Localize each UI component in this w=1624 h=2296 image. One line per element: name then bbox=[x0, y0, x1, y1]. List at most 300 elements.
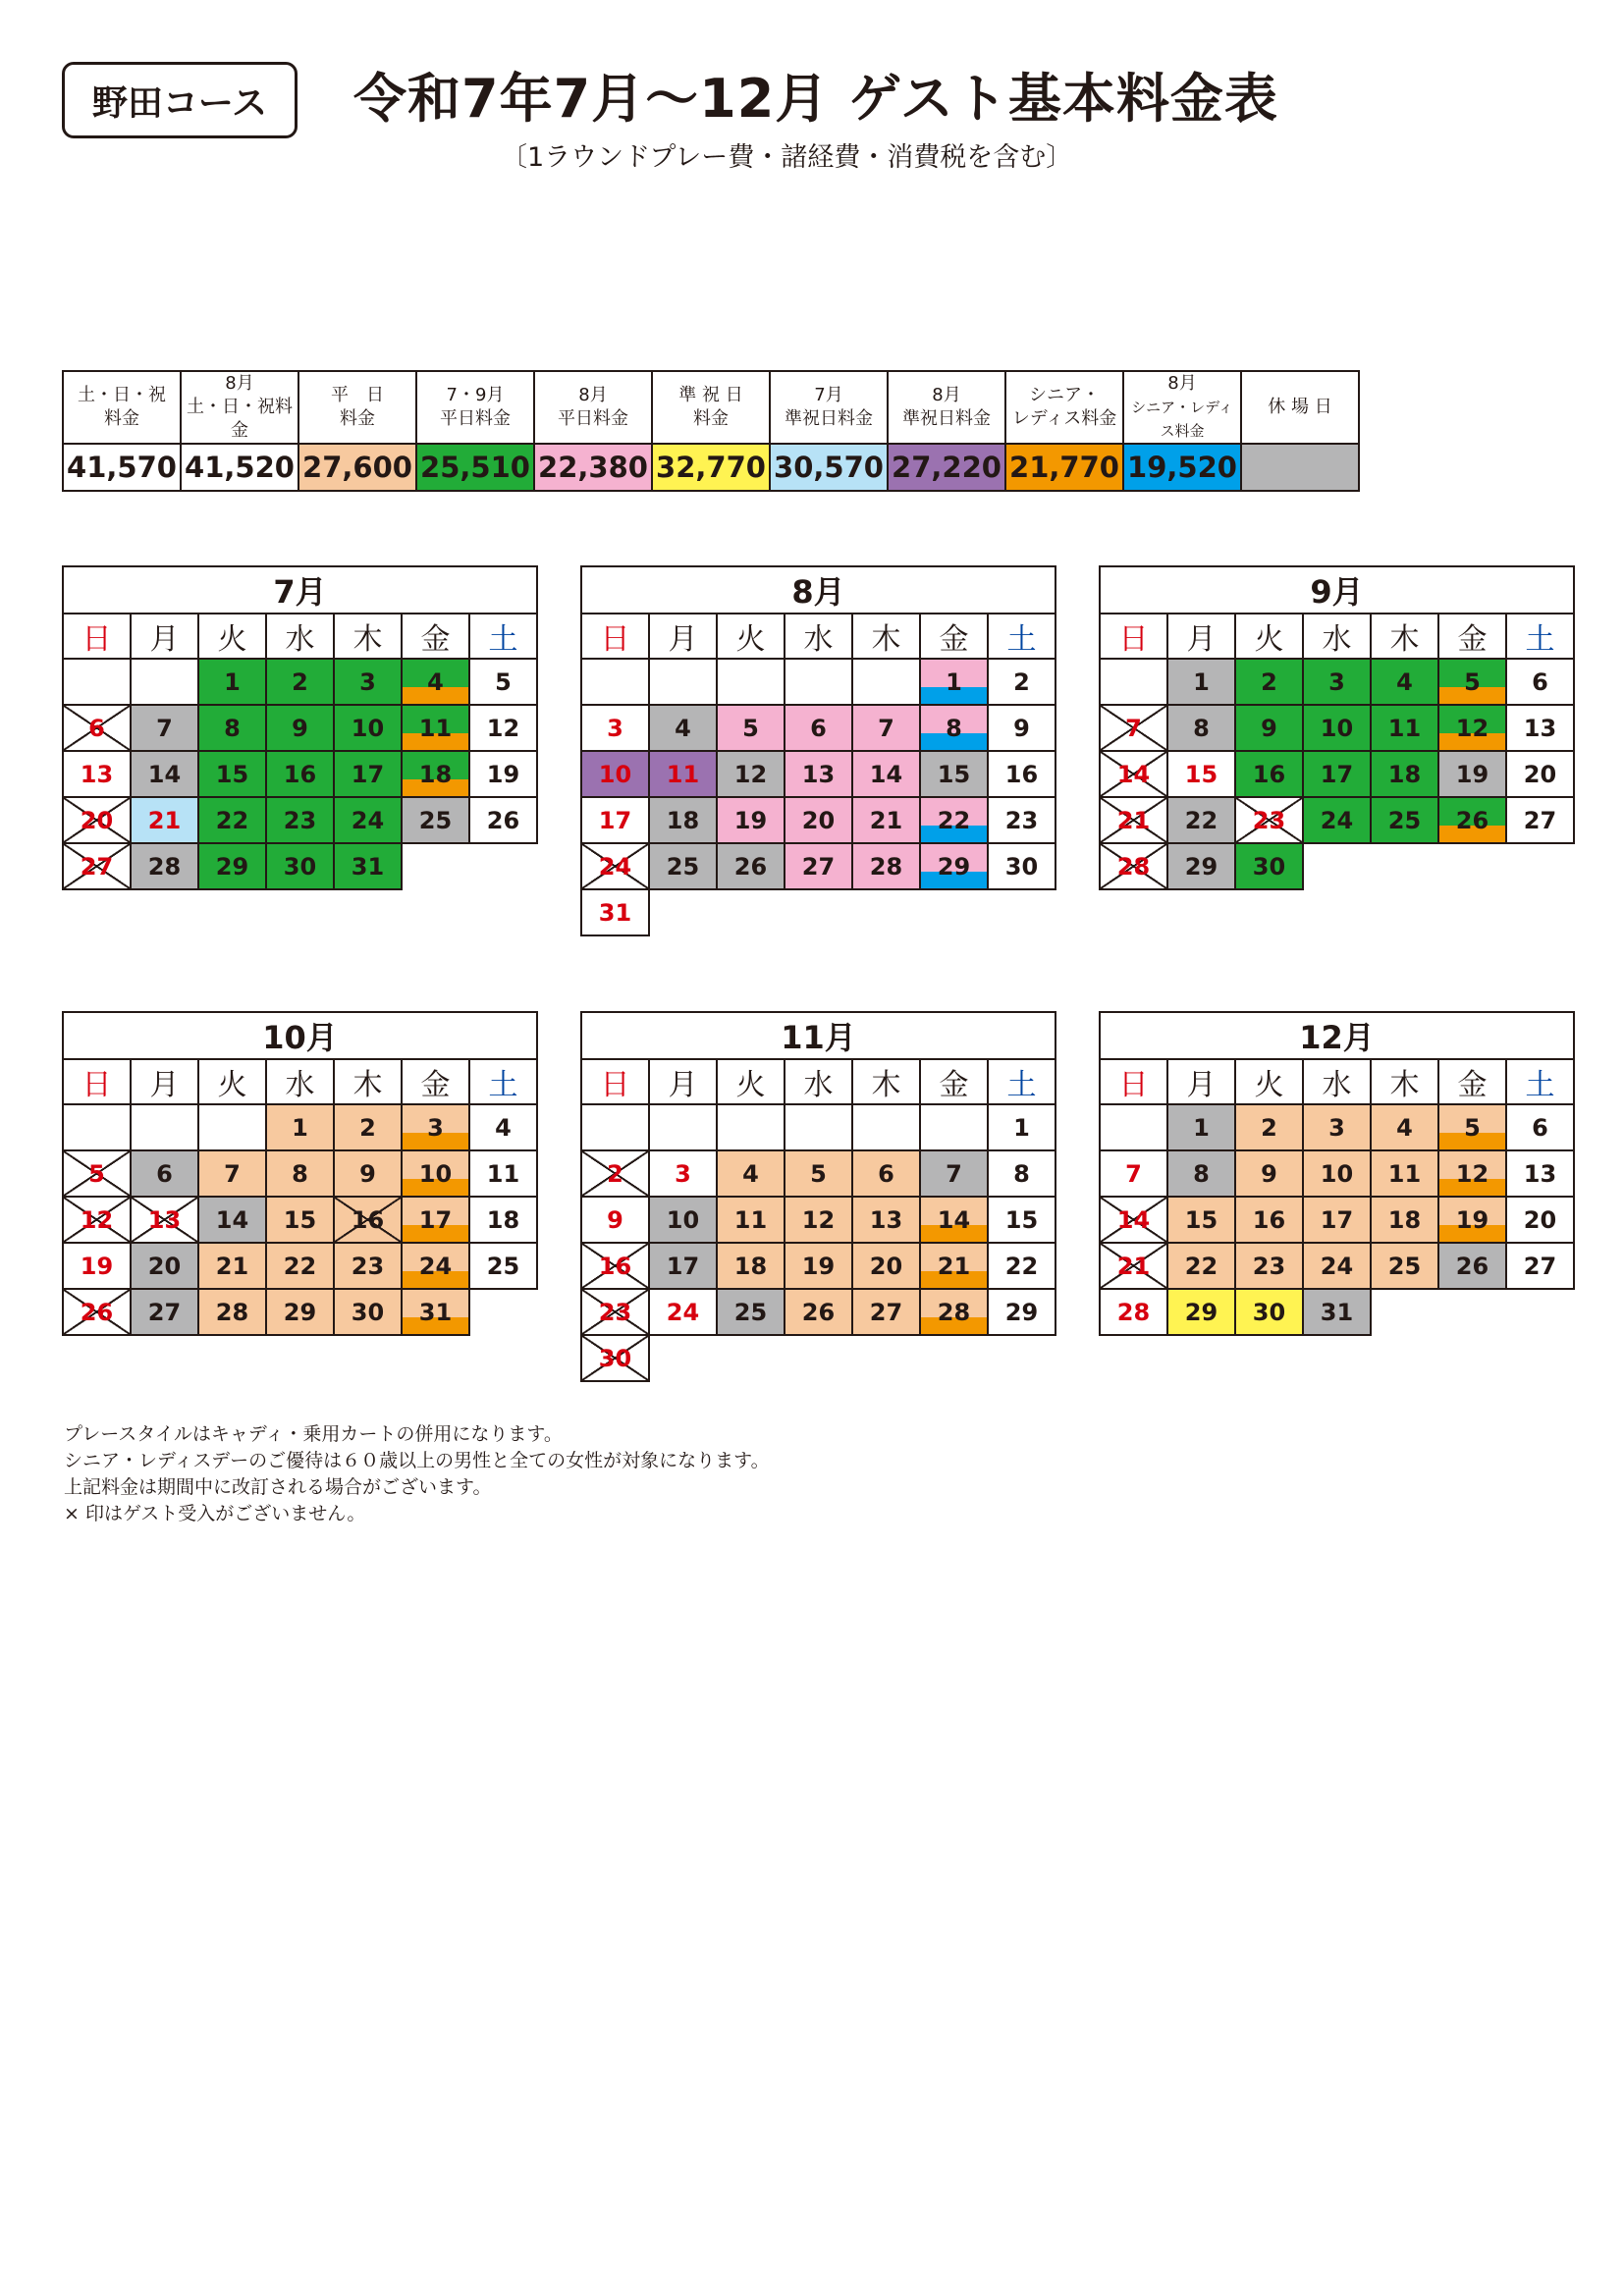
day-cell: 8 bbox=[1167, 705, 1235, 751]
empty-slot bbox=[402, 843, 469, 889]
day-cell: 13 bbox=[852, 1197, 920, 1243]
day-cell: 30 bbox=[334, 1289, 402, 1335]
day-cell: 2 bbox=[1235, 1104, 1303, 1150]
page-title: 令和7年7月～12月 ゲスト基本料金表 bbox=[353, 68, 1278, 130]
price-header-line2: シニア・レディス料金 bbox=[1131, 399, 1233, 440]
blank-day bbox=[649, 1104, 717, 1150]
day-cell: 28 bbox=[198, 1289, 266, 1335]
month-title: 10月 bbox=[63, 1012, 537, 1059]
day-cell: 18 bbox=[649, 797, 717, 843]
day-cell: 11 bbox=[1371, 705, 1438, 751]
price-header-line1: 8月 bbox=[932, 385, 961, 405]
price-header-cell bbox=[1005, 371, 1123, 444]
blank-day bbox=[581, 659, 649, 705]
price-header-cell bbox=[1241, 371, 1359, 444]
price-header-line2: 平日料金 bbox=[558, 408, 628, 429]
weekday-header: 火 bbox=[717, 614, 785, 659]
weekday-header: 土 bbox=[1506, 1059, 1574, 1104]
day-cell: 19 bbox=[785, 1243, 852, 1289]
day-cell: 10 bbox=[334, 705, 402, 751]
day-cell: 27 bbox=[131, 1289, 198, 1335]
day-cell: 24 bbox=[649, 1289, 717, 1335]
price-header-line1: シニア・ bbox=[1029, 385, 1100, 405]
day-cell: 23 bbox=[1235, 1243, 1303, 1289]
day-cell: 30 bbox=[1235, 843, 1303, 889]
weekday-header: 日 bbox=[63, 614, 131, 659]
day-cell: 2 bbox=[581, 1150, 649, 1197]
weekday-header: 日 bbox=[1100, 1059, 1167, 1104]
day-cell: 31 bbox=[581, 889, 649, 935]
day-cell: 4 bbox=[1371, 659, 1438, 705]
day-cell: 29 bbox=[988, 1289, 1056, 1335]
day-cell: 30 bbox=[266, 843, 334, 889]
calendar-month bbox=[62, 1011, 538, 1336]
month-title: 8月 bbox=[581, 566, 1056, 614]
day-cell: 9 bbox=[266, 705, 334, 751]
weekday-header: 火 bbox=[198, 1059, 266, 1104]
blank-day bbox=[785, 659, 852, 705]
day-cell: 8 bbox=[988, 1150, 1056, 1197]
weekday-header: 木 bbox=[852, 1059, 920, 1104]
day-cell: 6 bbox=[1506, 1104, 1574, 1150]
price-header-cell bbox=[888, 371, 1005, 444]
calendar-month bbox=[580, 565, 1056, 936]
day-cell: 29 bbox=[198, 843, 266, 889]
weekday-header: 水 bbox=[266, 1059, 334, 1104]
weekday-header: 月 bbox=[649, 1059, 717, 1104]
blank-day bbox=[131, 1104, 198, 1150]
price-header-cell bbox=[298, 371, 416, 444]
empty-slot bbox=[1438, 843, 1506, 889]
day-cell: 2 bbox=[1235, 659, 1303, 705]
price-header-line1: 8月 bbox=[578, 385, 608, 405]
weekday-header: 日 bbox=[581, 614, 649, 659]
day-cell: 22 bbox=[920, 797, 988, 843]
day-cell: 16 bbox=[1235, 1197, 1303, 1243]
weekday-header: 木 bbox=[852, 614, 920, 659]
weekday-header: 火 bbox=[198, 614, 266, 659]
day-cell: 13 bbox=[63, 751, 131, 797]
day-cell: 21 bbox=[131, 797, 198, 843]
blank-day bbox=[63, 1104, 131, 1150]
day-cell: 1 bbox=[920, 659, 988, 705]
empty-slot bbox=[1438, 1289, 1506, 1335]
day-cell: 20 bbox=[1506, 1197, 1574, 1243]
blank-day bbox=[131, 659, 198, 705]
day-cell: 29 bbox=[1167, 1289, 1235, 1335]
note-line: 上記料金は期間中に改訂される場合がございます。 bbox=[64, 1476, 492, 1498]
day-cell: 12 bbox=[63, 1197, 131, 1243]
day-cell: 23 bbox=[988, 797, 1056, 843]
price-header-line2: 料金 bbox=[340, 408, 375, 429]
price-header-line1: 8月 bbox=[225, 373, 254, 394]
day-cell: 22 bbox=[266, 1243, 334, 1289]
weekday-header: 金 bbox=[920, 614, 988, 659]
empty-slot bbox=[1506, 1289, 1574, 1335]
weekday-header: 月 bbox=[131, 614, 198, 659]
day-cell: 17 bbox=[402, 1197, 469, 1243]
calendar-month bbox=[1099, 565, 1575, 890]
day-cell: 19 bbox=[717, 797, 785, 843]
day-cell: 17 bbox=[581, 797, 649, 843]
weekday-header: 水 bbox=[785, 1059, 852, 1104]
day-cell: 3 bbox=[334, 659, 402, 705]
price-header-line2: 平日料金 bbox=[440, 408, 511, 429]
day-cell: 7 bbox=[920, 1150, 988, 1197]
price-header-cell bbox=[534, 371, 652, 444]
price-header-line1: 7・9月 bbox=[446, 385, 505, 405]
day-cell: 11 bbox=[717, 1197, 785, 1243]
day-cell: 25 bbox=[1371, 797, 1438, 843]
day-cell: 3 bbox=[1303, 659, 1371, 705]
weekday-header: 木 bbox=[334, 614, 402, 659]
day-cell: 10 bbox=[581, 751, 649, 797]
day-cell: 28 bbox=[1100, 1289, 1167, 1335]
day-cell: 18 bbox=[402, 751, 469, 797]
day-cell: 6 bbox=[785, 705, 852, 751]
weekday-header: 水 bbox=[1303, 1059, 1371, 1104]
day-cell: 5 bbox=[785, 1150, 852, 1197]
day-cell: 26 bbox=[1438, 1243, 1506, 1289]
empty-slot bbox=[717, 1335, 785, 1381]
day-cell: 6 bbox=[852, 1150, 920, 1197]
weekday-header: 月 bbox=[649, 614, 717, 659]
empty-slot bbox=[1506, 843, 1574, 889]
day-cell: 3 bbox=[1303, 1104, 1371, 1150]
day-cell: 9 bbox=[1235, 1150, 1303, 1197]
calendar-month bbox=[62, 565, 538, 890]
day-cell: 2 bbox=[266, 659, 334, 705]
blank-day bbox=[581, 1104, 649, 1150]
weekday-header: 火 bbox=[1235, 614, 1303, 659]
day-cell: 20 bbox=[131, 1243, 198, 1289]
price-header-line2: 土・日・祝料金 bbox=[187, 397, 293, 441]
day-cell: 16 bbox=[988, 751, 1056, 797]
price-table bbox=[62, 370, 1360, 492]
day-cell: 1 bbox=[1167, 1104, 1235, 1150]
day-cell: 4 bbox=[402, 659, 469, 705]
day-cell: 24 bbox=[1303, 797, 1371, 843]
day-cell: 10 bbox=[402, 1150, 469, 1197]
blank-day bbox=[920, 1104, 988, 1150]
day-cell: 14 bbox=[1100, 1197, 1167, 1243]
price-value: 27,220 bbox=[888, 444, 1005, 491]
day-cell: 31 bbox=[402, 1289, 469, 1335]
day-cell: 25 bbox=[1371, 1243, 1438, 1289]
price-header-line1: 準 祝 日 bbox=[678, 385, 743, 405]
day-cell: 10 bbox=[1303, 705, 1371, 751]
month-title: 9月 bbox=[1100, 566, 1574, 614]
weekday-header: 水 bbox=[266, 614, 334, 659]
day-cell: 30 bbox=[988, 843, 1056, 889]
day-cell: 17 bbox=[334, 751, 402, 797]
day-cell: 6 bbox=[1506, 659, 1574, 705]
day-cell: 9 bbox=[334, 1150, 402, 1197]
day-cell: 11 bbox=[649, 751, 717, 797]
blank-day bbox=[852, 659, 920, 705]
price-value bbox=[1241, 444, 1359, 491]
day-cell: 7 bbox=[1100, 705, 1167, 751]
day-cell: 25 bbox=[649, 843, 717, 889]
day-cell: 21 bbox=[1100, 797, 1167, 843]
day-cell: 1 bbox=[266, 1104, 334, 1150]
day-cell: 21 bbox=[920, 1243, 988, 1289]
day-cell: 15 bbox=[266, 1197, 334, 1243]
price-value: 27,600 bbox=[298, 444, 416, 491]
day-cell: 20 bbox=[852, 1243, 920, 1289]
day-cell: 15 bbox=[1167, 1197, 1235, 1243]
day-cell: 25 bbox=[469, 1243, 537, 1289]
blank-day bbox=[852, 1104, 920, 1150]
day-cell: 26 bbox=[785, 1289, 852, 1335]
day-cell: 10 bbox=[1303, 1150, 1371, 1197]
note-line: シニア・レディスデーのご優待は６０歳以上の男性と全ての女性が対象になります。 bbox=[64, 1450, 770, 1471]
month-title: 11月 bbox=[581, 1012, 1056, 1059]
weekday-header: 月 bbox=[131, 1059, 198, 1104]
price-header-cell bbox=[770, 371, 888, 444]
weekday-header: 金 bbox=[402, 614, 469, 659]
day-cell: 19 bbox=[1438, 751, 1506, 797]
day-cell: 10 bbox=[649, 1197, 717, 1243]
price-value: 21,770 bbox=[1005, 444, 1123, 491]
day-cell: 23 bbox=[1235, 797, 1303, 843]
day-cell: 29 bbox=[920, 843, 988, 889]
weekday-header: 日 bbox=[581, 1059, 649, 1104]
blank-day bbox=[717, 1104, 785, 1150]
calendar-month bbox=[580, 1011, 1056, 1382]
day-cell: 13 bbox=[785, 751, 852, 797]
weekday-header: 木 bbox=[1371, 614, 1438, 659]
day-cell: 31 bbox=[334, 843, 402, 889]
day-cell: 8 bbox=[1167, 1150, 1235, 1197]
day-cell: 12 bbox=[717, 751, 785, 797]
day-cell: 24 bbox=[1303, 1243, 1371, 1289]
price-header-line1: 土・日・祝 bbox=[78, 385, 166, 405]
empty-slot bbox=[1303, 843, 1371, 889]
day-cell: 7 bbox=[1100, 1150, 1167, 1197]
price-header-line1: 平 日 bbox=[331, 385, 384, 405]
day-cell: 15 bbox=[988, 1197, 1056, 1243]
day-cell: 16 bbox=[266, 751, 334, 797]
day-cell: 16 bbox=[334, 1197, 402, 1243]
price-value: 19,520 bbox=[1123, 444, 1241, 491]
day-cell: 14 bbox=[920, 1197, 988, 1243]
weekday-header: 土 bbox=[469, 1059, 537, 1104]
empty-slot bbox=[988, 889, 1056, 935]
day-cell: 22 bbox=[1167, 797, 1235, 843]
weekday-header: 土 bbox=[469, 614, 537, 659]
day-cell: 25 bbox=[402, 797, 469, 843]
blank-day bbox=[1100, 659, 1167, 705]
day-cell: 13 bbox=[1506, 1150, 1574, 1197]
day-cell: 26 bbox=[63, 1289, 131, 1335]
empty-slot bbox=[852, 1335, 920, 1381]
empty-slot bbox=[1371, 843, 1438, 889]
day-cell: 8 bbox=[198, 705, 266, 751]
day-cell: 18 bbox=[1371, 1197, 1438, 1243]
weekday-header: 火 bbox=[717, 1059, 785, 1104]
day-cell: 5 bbox=[717, 705, 785, 751]
empty-slot bbox=[649, 889, 717, 935]
day-cell: 25 bbox=[717, 1289, 785, 1335]
blank-day bbox=[63, 659, 131, 705]
day-cell: 18 bbox=[717, 1243, 785, 1289]
day-cell: 28 bbox=[852, 843, 920, 889]
day-cell: 16 bbox=[1235, 751, 1303, 797]
price-header-line2: 準祝日料金 bbox=[785, 408, 873, 429]
weekday-header: 土 bbox=[988, 1059, 1056, 1104]
weekday-header: 金 bbox=[1438, 1059, 1506, 1104]
note-line: × 印はゲスト受入がございません。 bbox=[64, 1503, 366, 1524]
day-cell: 22 bbox=[198, 797, 266, 843]
day-cell: 4 bbox=[649, 705, 717, 751]
day-cell: 12 bbox=[1438, 705, 1506, 751]
note-line: プレースタイルはキャディ・乗用カートの併用になります。 bbox=[64, 1423, 563, 1445]
day-cell: 28 bbox=[920, 1289, 988, 1335]
day-cell: 9 bbox=[988, 705, 1056, 751]
day-cell: 24 bbox=[334, 797, 402, 843]
month-title: 7月 bbox=[63, 566, 537, 614]
day-cell: 7 bbox=[198, 1150, 266, 1197]
day-cell: 18 bbox=[469, 1197, 537, 1243]
day-cell: 26 bbox=[717, 843, 785, 889]
weekday-header: 火 bbox=[1235, 1059, 1303, 1104]
day-cell: 3 bbox=[402, 1104, 469, 1150]
blank-day bbox=[785, 1104, 852, 1150]
day-cell: 9 bbox=[1235, 705, 1303, 751]
day-cell: 8 bbox=[266, 1150, 334, 1197]
day-cell: 12 bbox=[1438, 1150, 1506, 1197]
price-header-line1: 7月 bbox=[814, 385, 843, 405]
day-cell: 14 bbox=[852, 751, 920, 797]
day-cell: 17 bbox=[1303, 1197, 1371, 1243]
weekday-header: 水 bbox=[785, 614, 852, 659]
day-cell: 15 bbox=[198, 751, 266, 797]
month-title: 12月 bbox=[1100, 1012, 1574, 1059]
day-cell: 29 bbox=[266, 1289, 334, 1335]
day-cell: 27 bbox=[63, 843, 131, 889]
blank-day bbox=[649, 659, 717, 705]
day-cell: 2 bbox=[334, 1104, 402, 1150]
weekday-header: 木 bbox=[334, 1059, 402, 1104]
day-cell: 17 bbox=[649, 1243, 717, 1289]
empty-slot bbox=[785, 1335, 852, 1381]
day-cell: 31 bbox=[1303, 1289, 1371, 1335]
day-cell: 22 bbox=[988, 1243, 1056, 1289]
day-cell: 22 bbox=[1167, 1243, 1235, 1289]
day-cell: 27 bbox=[1506, 1243, 1574, 1289]
page-subtitle: 〔1ラウンドプレー費・諸経費・消費税を含む〕 bbox=[501, 142, 1073, 173]
weekday-header: 日 bbox=[63, 1059, 131, 1104]
price-header-cell bbox=[416, 371, 534, 444]
empty-slot bbox=[920, 889, 988, 935]
price-value: 25,510 bbox=[416, 444, 534, 491]
price-value: 32,770 bbox=[652, 444, 770, 491]
day-cell: 20 bbox=[785, 797, 852, 843]
weekday-header: 月 bbox=[1167, 614, 1235, 659]
day-cell: 14 bbox=[1100, 751, 1167, 797]
day-cell: 19 bbox=[1438, 1197, 1506, 1243]
day-cell: 27 bbox=[785, 843, 852, 889]
price-value: 41,570 bbox=[63, 444, 181, 491]
day-cell: 21 bbox=[852, 797, 920, 843]
day-cell: 14 bbox=[198, 1197, 266, 1243]
day-cell: 24 bbox=[402, 1243, 469, 1289]
weekday-header: 月 bbox=[1167, 1059, 1235, 1104]
day-cell: 26 bbox=[1438, 797, 1506, 843]
price-header-line2: 料金 bbox=[104, 408, 139, 429]
empty-slot bbox=[920, 1335, 988, 1381]
weekday-header: 日 bbox=[1100, 614, 1167, 659]
weekday-header: 土 bbox=[988, 614, 1056, 659]
day-cell: 27 bbox=[1506, 797, 1574, 843]
day-cell: 5 bbox=[63, 1150, 131, 1197]
price-header-line2: 準祝日料金 bbox=[902, 408, 991, 429]
blank-day bbox=[198, 1104, 266, 1150]
day-cell: 29 bbox=[1167, 843, 1235, 889]
day-cell: 23 bbox=[581, 1289, 649, 1335]
empty-slot bbox=[988, 1335, 1056, 1381]
empty-slot bbox=[717, 889, 785, 935]
day-cell: 28 bbox=[131, 843, 198, 889]
price-header-cell bbox=[652, 371, 770, 444]
day-cell: 11 bbox=[402, 705, 469, 751]
day-cell: 12 bbox=[469, 705, 537, 751]
day-cell: 4 bbox=[717, 1150, 785, 1197]
day-cell: 5 bbox=[1438, 659, 1506, 705]
weekday-header: 土 bbox=[1506, 614, 1574, 659]
day-cell: 13 bbox=[131, 1197, 198, 1243]
weekday-header: 水 bbox=[1303, 614, 1371, 659]
empty-slot bbox=[469, 843, 537, 889]
weekday-header: 金 bbox=[1438, 614, 1506, 659]
blank-day bbox=[1100, 1104, 1167, 1150]
weekday-header: 木 bbox=[1371, 1059, 1438, 1104]
price-value: 22,380 bbox=[534, 444, 652, 491]
day-cell: 30 bbox=[1235, 1289, 1303, 1335]
day-cell: 20 bbox=[63, 797, 131, 843]
day-cell: 7 bbox=[852, 705, 920, 751]
day-cell: 24 bbox=[581, 843, 649, 889]
weekday-header: 金 bbox=[920, 1059, 988, 1104]
day-cell: 11 bbox=[469, 1150, 537, 1197]
empty-slot bbox=[649, 1335, 717, 1381]
day-cell: 20 bbox=[1506, 751, 1574, 797]
day-cell: 11 bbox=[1371, 1150, 1438, 1197]
day-cell: 21 bbox=[1100, 1243, 1167, 1289]
day-cell: 9 bbox=[581, 1197, 649, 1243]
course-badge: 野田コース bbox=[62, 62, 298, 138]
day-cell: 27 bbox=[852, 1289, 920, 1335]
weekday-header: 金 bbox=[402, 1059, 469, 1104]
day-cell: 23 bbox=[334, 1243, 402, 1289]
day-cell: 12 bbox=[785, 1197, 852, 1243]
day-cell: 14 bbox=[131, 751, 198, 797]
day-cell: 15 bbox=[920, 751, 988, 797]
price-header-cell bbox=[63, 371, 181, 444]
day-cell: 7 bbox=[131, 705, 198, 751]
price-header-line2: レディス料金 bbox=[1011, 408, 1117, 429]
price-header-line2: 料金 bbox=[693, 408, 729, 429]
day-cell: 15 bbox=[1167, 751, 1235, 797]
empty-slot bbox=[469, 1289, 537, 1335]
empty-slot bbox=[852, 889, 920, 935]
day-cell: 5 bbox=[1438, 1104, 1506, 1150]
price-header-cell bbox=[181, 371, 298, 444]
day-cell: 1 bbox=[1167, 659, 1235, 705]
day-cell: 16 bbox=[581, 1243, 649, 1289]
price-value: 41,520 bbox=[181, 444, 298, 491]
